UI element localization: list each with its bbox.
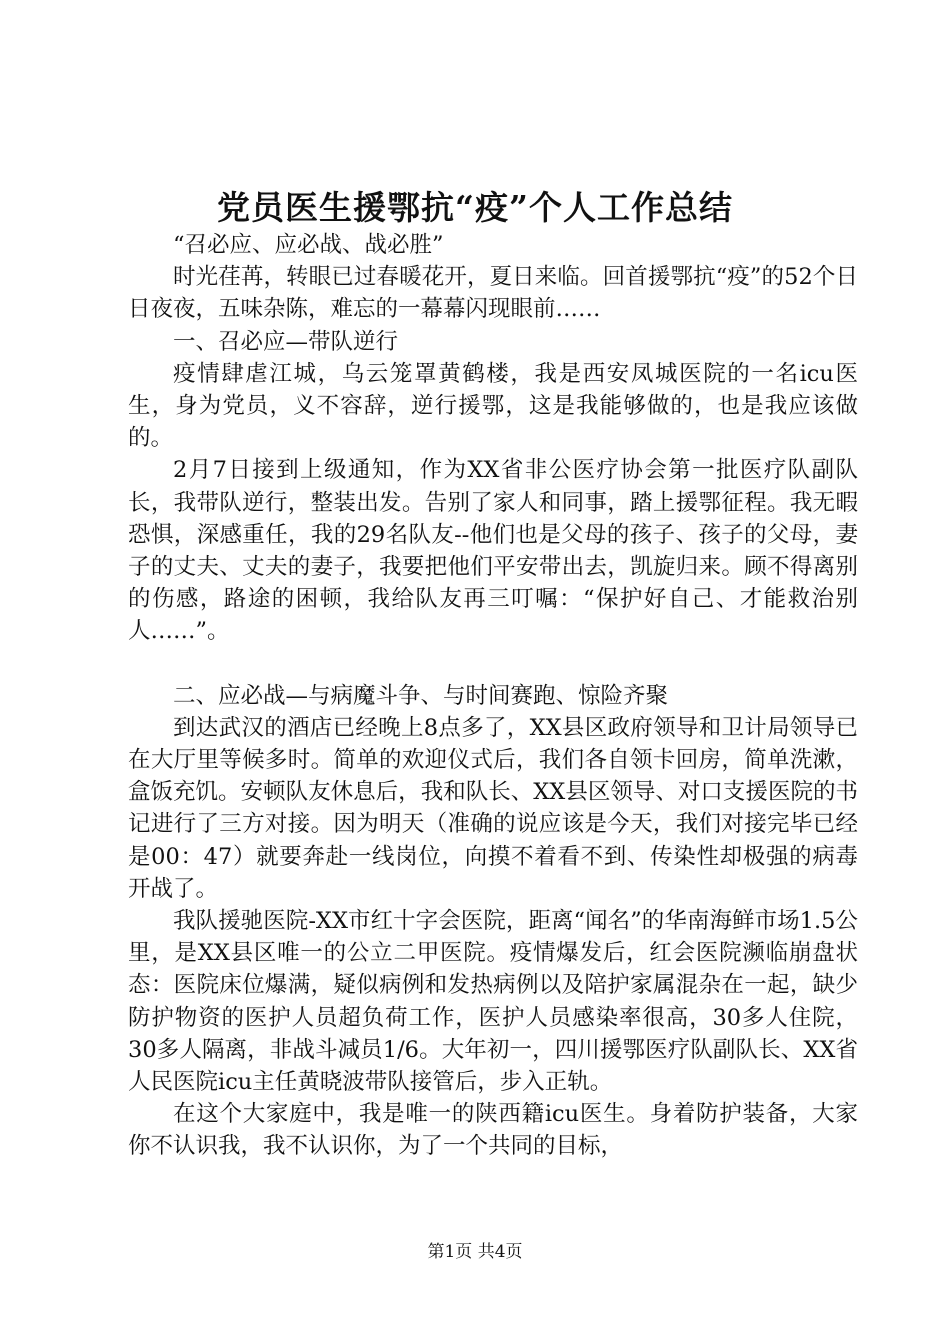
section-heading-2: 二、应必战—与病魔斗争、与时间赛跑、惊险齐聚 xyxy=(173,682,669,709)
body-paragraph: 2月7日接到上级通知，作为XX省非公医疗协会第一批医疗队副队长，我带队逆行，整装出发。告别了家人和同事，踏上援鄂征程。我无暇恐惧，深感重任，我的29名队友--他们也是父母的孩子、孩子的父母，妻子的丈夫、丈夫的妻子，我要把他们平安带出去，凯旋归来。顾不得离别的伤感，路途的困顿，我给队友再三叮嘱：“保护好自己、才能救治别人……”。 xyxy=(128,457,858,645)
body-paragraph: 到达武汉的酒店已经晚上8点多了，XX县区政府领导和卫计局领导已在大厅里等候多时。简单的欢迎仪式后，我们各自领卡回房，简单洗漱，盒饭充饥。安顿队友休息后，我和队长、XX县区领导、对口支援医院的书记进行了三方对接。因为明天（准确的说应该是今天，我们对接完毕已经是00：47）就要奔赴一线岗位，向摸不着看不到、传染性却极强的病毒开战了。 xyxy=(128,714,858,902)
document-title: 党员医生援鄂抗“疫”个人工作总结 xyxy=(217,188,733,227)
intro-paragraph: 时光荏苒，转眼已过春暖花开，夏日来临。回首援鄂抗“疫”的52个日日夜夜，五味杂陈，难忘的一幕幕闪现眼前…… xyxy=(128,264,858,323)
body-paragraph: 疫情肆虐江城，乌云笼罩黄鹤楼，我是西安凤城医院的一名icu医生，身为党员，义不容辞，逆行援鄂，这是我能够做的，也是我应该做的。 xyxy=(128,360,858,452)
document-body xyxy=(128,229,858,1163)
slogan-paragraph: “召必应、应必战、战必胜” xyxy=(173,232,444,258)
body-paragraph: 在这个大家庭中，我是唯一的陕西籍icu医生。身着防护装备，大家你不认识我，我不认识你，为了一个共同的目标， xyxy=(128,1101,858,1160)
page-indicator: 第1页 共4页 xyxy=(427,1242,523,1262)
section-heading-1: 一、召必应—带队逆行 xyxy=(173,328,399,355)
body-paragraph: 我队援驰医院-XX市红十字会医院，距离“闻名”的华南海鲜市场1.5公里，是XX县区唯一的公立二甲医院。疫情爆发后，红会医院濒临崩盘状态：医院床位爆满，疑似病例和发热病例以及陪护家属混杂在一起，缺少防护物资的医护人员超负荷工作，医护人员感染率很高，30多人住院，30多人隔离，非战斗减员1/6。大年初一，四川援鄂医疗队副队长、XX省人民医院icu主任黄晓波带队接管后，步入正轨。 xyxy=(128,908,858,1096)
